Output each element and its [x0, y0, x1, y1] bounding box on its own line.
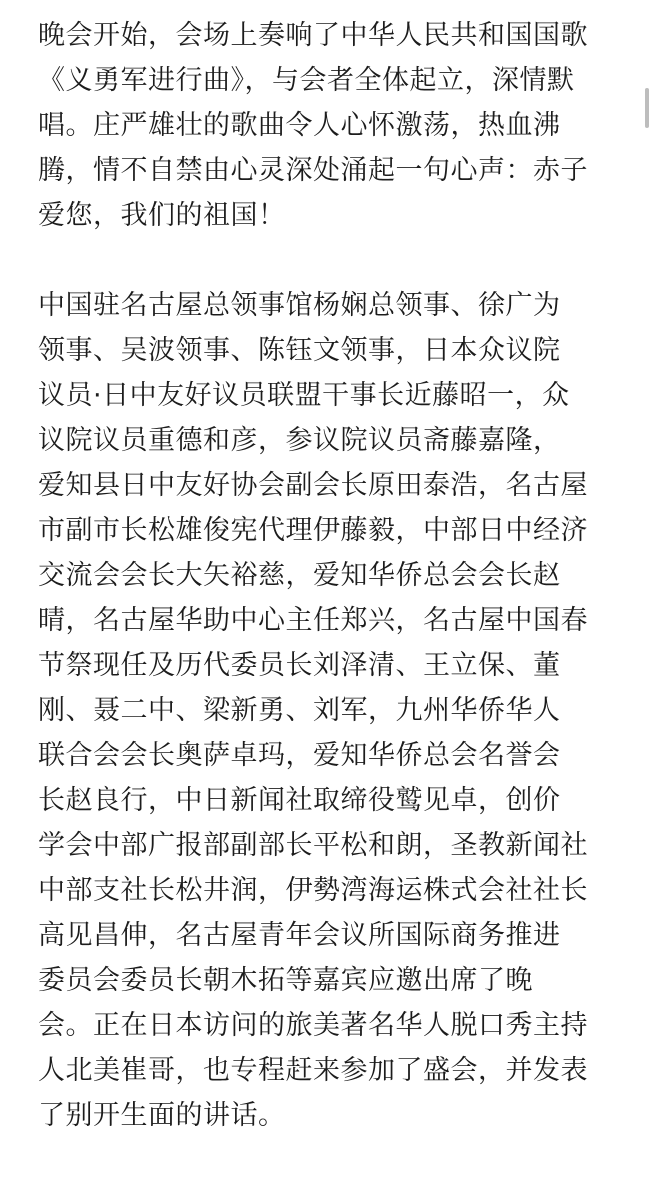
text-line: 刚、聂二中、梁新勇、刘军，九州华侨华人 — [38, 695, 561, 726]
text-line: 了别开生面的讲话。 — [38, 1100, 286, 1131]
text-line: 高见昌伸，名古屋青年会议所国际商务推进 — [38, 920, 561, 951]
paragraph-spacer — [38, 238, 628, 283]
text-line: 议员·日中友好议员联盟干事长近藤昭一，众 — [38, 380, 570, 411]
text-line: 节祭现任及历代委员长刘泽清、王立保、董 — [38, 650, 561, 681]
article-body — [38, 13, 628, 1138]
text-line: 晴，名古屋华助中心主任郑兴，名古屋中国春 — [38, 605, 588, 636]
text-line: 委员会委员长朝木拓等嘉宾应邀出席了晚 — [38, 965, 533, 996]
text-line: 人北美崔哥，也专程赶来参加了盛会，并发表 — [38, 1055, 588, 1086]
text-line: 市副市长松雄俊宪代理伊藤毅，中部日中经济 — [38, 515, 588, 546]
text-line: 《义勇军进行曲》，与会者全体起立，深情默 — [38, 65, 575, 96]
text-line: 晚会开始，会场上奏响了中华人民共和国国歌 — [38, 20, 588, 51]
text-line: 爱您，我们的祖国！ — [38, 200, 286, 231]
text-line: 议院议员重德和彦，参议院议员斋藤嘉隆， — [38, 425, 561, 456]
paragraph-guests — [38, 283, 628, 1138]
text-line: 中国驻名古屋总领事馆杨娴总领事、徐广为 — [38, 290, 561, 321]
text-line: 交流会会长大矢裕慈，爱知华侨总会会长赵 — [38, 560, 561, 591]
text-line: 会。正在日本访问的旅美著名华人脱口秀主持 — [38, 1010, 588, 1041]
text-line: 中部支社长松井润，伊勢湾海运株式会社社长 — [38, 875, 588, 906]
text-line: 唱。庄严雄壮的歌曲令人心怀激荡，热血沸 — [38, 110, 561, 141]
text-line: 长赵良行，中日新闻社取缔役鹫见卓，创价 — [38, 785, 561, 816]
text-line: 腾，情不自禁由心灵深处涌起一句心声：赤子 — [38, 155, 588, 186]
paragraph-opening — [38, 13, 628, 238]
scrollbar-thumb[interactable] — [645, 88, 649, 128]
text-line: 爱知县日中友好协会副会长原田泰浩，名古屋 — [38, 470, 588, 501]
text-line: 领事、吴波领事、陈钰文领事，日本众议院 — [38, 335, 561, 366]
text-line: 联合会会长奥萨卓玛，爱知华侨总会名誉会 — [38, 740, 561, 771]
text-line: 学会中部广报部副部长平松和朗，圣教新闻社 — [38, 830, 588, 861]
